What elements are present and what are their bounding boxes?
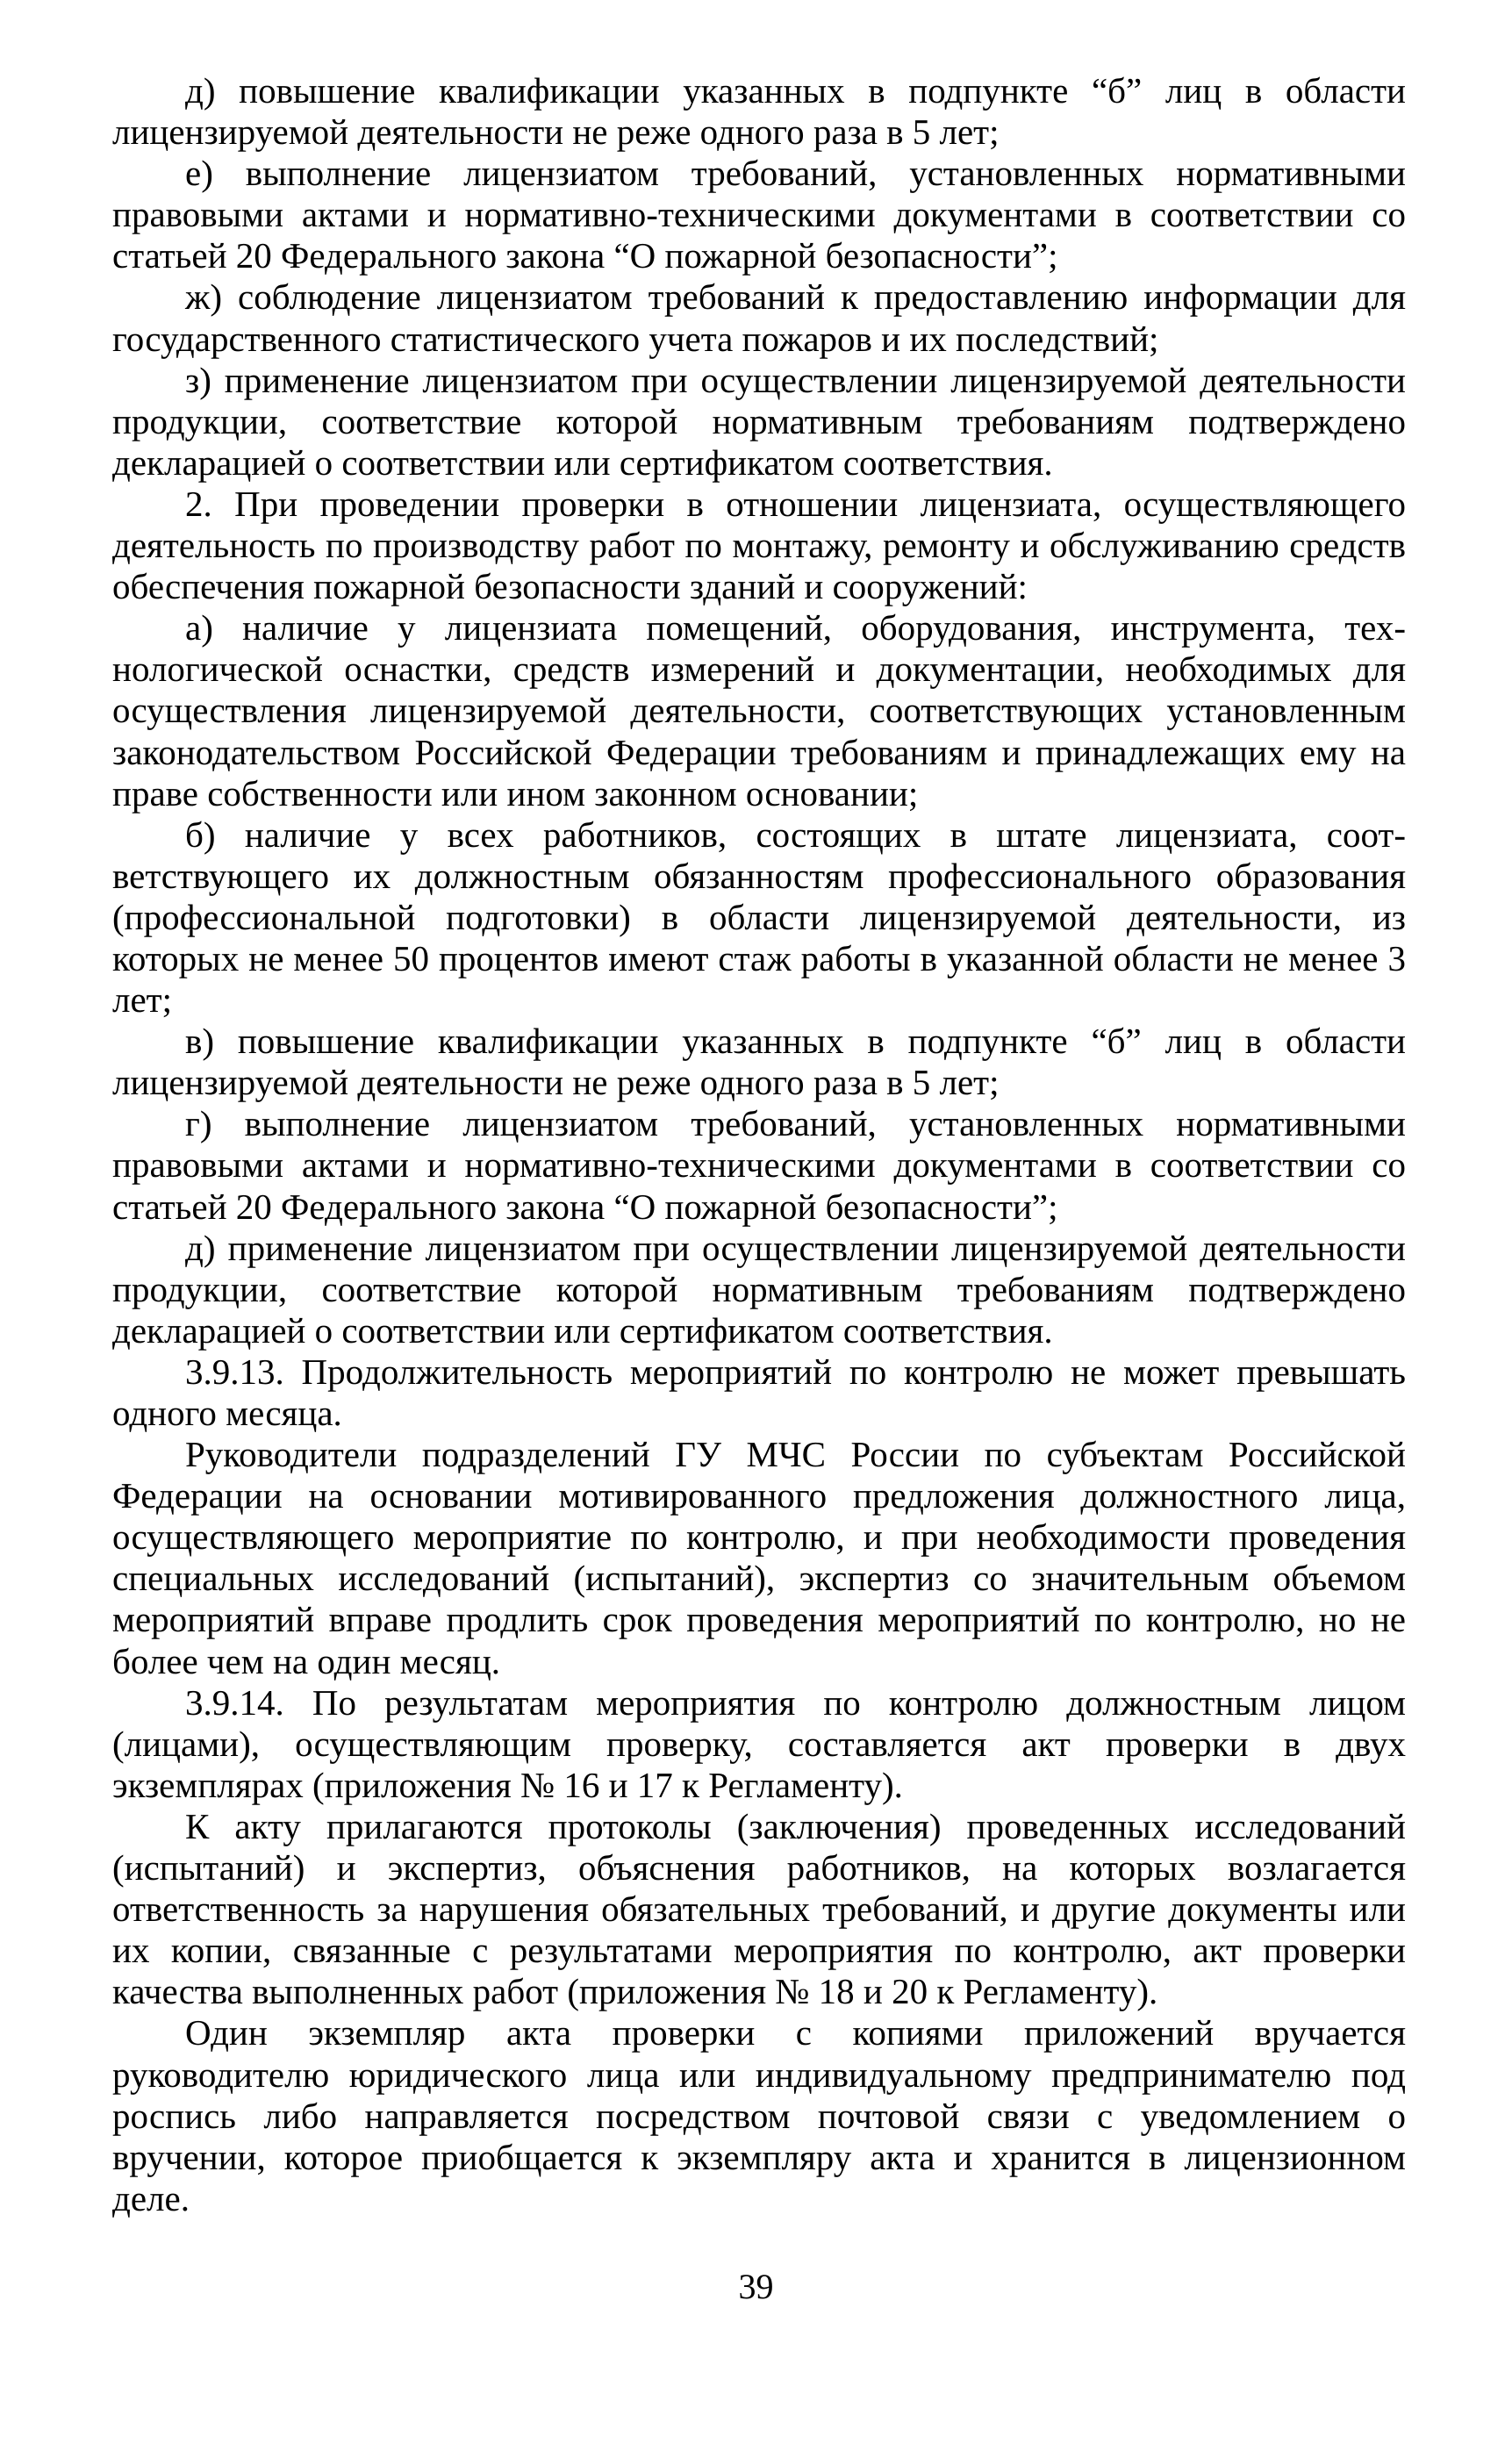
paragraph-v-qualification: в) повышение квалификации указанных в подпункте “б” лиц в области лицензируемой деятельности не реже одного раза в 5 лет; <box>112 1021 1406 1103</box>
paragraph-zh-statistics: ж) соблюдение лицензиатом требований к предоставлению информации для государственного статистического учета пожаров и их последствий; <box>112 276 1406 359</box>
document-body <box>112 70 1406 2219</box>
paragraph-3-9-14-act: 3.9.14. По результатам мероприятия по контролю должностным лицом (лицами), осуществляющим проверку, составляется акт проверки в двух экземплярах (приложения № 16 и 17 к Регламенту). <box>112 1681 1406 1805</box>
paragraph-3-9-13-duration: 3.9.13. Продолжительность мероприятий по контролю не может превышать одного месяца. <box>112 1351 1406 1433</box>
paragraph-d-products: д) применение лицензиатом при осуществлении лицензируемой деятельности продукции, соответствие которой нормативным требованиям подтверждено декларацией о соответствии или сертификатом соответствия. <box>112 1227 1406 1351</box>
paragraph-heads-extension: Руководители подразделений ГУ МЧС России по субъектам Российской Федерации на основании мотивированного предложения должностного лица, осуществляющего мероприятие по контролю, и при необходимости проведения специальных исследований (испытаний), экспертиз со значительным объемом мероприятий вправе продлить срок проведения мероприятий по контролю, но не более чем на один месяц. <box>112 1434 1406 1681</box>
paragraph-2-installation: 2. При проведении проверки в отношении лицензиата, осуществляющего деятельность по производству работ по монтажу, ремонту и обслуживанию средств обеспечения пожарной безопасности зданий и сооружений: <box>112 483 1406 607</box>
paragraph-e-requirements: е) выполнение лицензиатом требований, установленных нормативными правовыми актами и нормативно-техническими документами в соответствии со статьей 20 Федерального закона “О пожарной безопасности”; <box>112 153 1406 276</box>
paragraph-g-requirements: г) выполнение лицензиатом требований, установленных нормативными правовыми актами и нормативно-техническими документами в соответствии со статьей 20 Федерального закона “О пожарной безопасности”; <box>112 1103 1406 1227</box>
paragraph-b-staff: б) наличие у всех работников, состоящих в штате лицензиата, соответствующего их должностным обязанностям профессионального образования (профессиональной подготовки) в области лицензируемой деятельности, из которых не менее 50 процентов имеют стаж работы в указанной области не менее 3 лет; <box>112 813 1406 1021</box>
paragraph-a-premises: а) наличие у лицензиата помещений, оборудования, инструмента, технологической оснастки, средств измерений и документации, необходимых для осуществления лицензируемой деятельности, соответствующих установленным законодательством Российской Федерации требованиям и принадлежащих ему на праве собственности или ином законном основании; <box>112 607 1406 813</box>
paragraph-act-attachments: К акту прилагаются протоколы (заключения) проведенных исследований (испытаний) и экспертиз, объяснения работников, на которых возлагается ответственность за нарушения обязательных требований, и другие документы или их копии, связанные с результатами мероприятия по контролю, акт проверки качества выполненных работ (приложения № 18 и 20 к Регламенту). <box>112 1805 1406 2012</box>
page-number: 39 <box>738 2267 774 2306</box>
paragraph-z-products: з) применение лицензиатом при осуществлении лицензируемой деятельности продукции, соответствие которой нормативным требованиям подтверждено декларацией о соответствии или сертификатом соответствия. <box>112 359 1406 483</box>
paragraph-act-delivery: Один экземпляр акта проверки с копиями приложений вручается руководителю юридического лица или индивидуальному предпринимателю под роспись либо направляется посредством почтовой связи с уведомлением о вручении, которое приобщается к экземпляру акта и хранится в лицензионном деле. <box>112 2012 1406 2218</box>
paragraph-d-qualification: д) повышение квалификации указанных в подпункте “б” лиц в области лицензируемой деятельности не реже одного раза в 5 лет; <box>112 70 1406 153</box>
